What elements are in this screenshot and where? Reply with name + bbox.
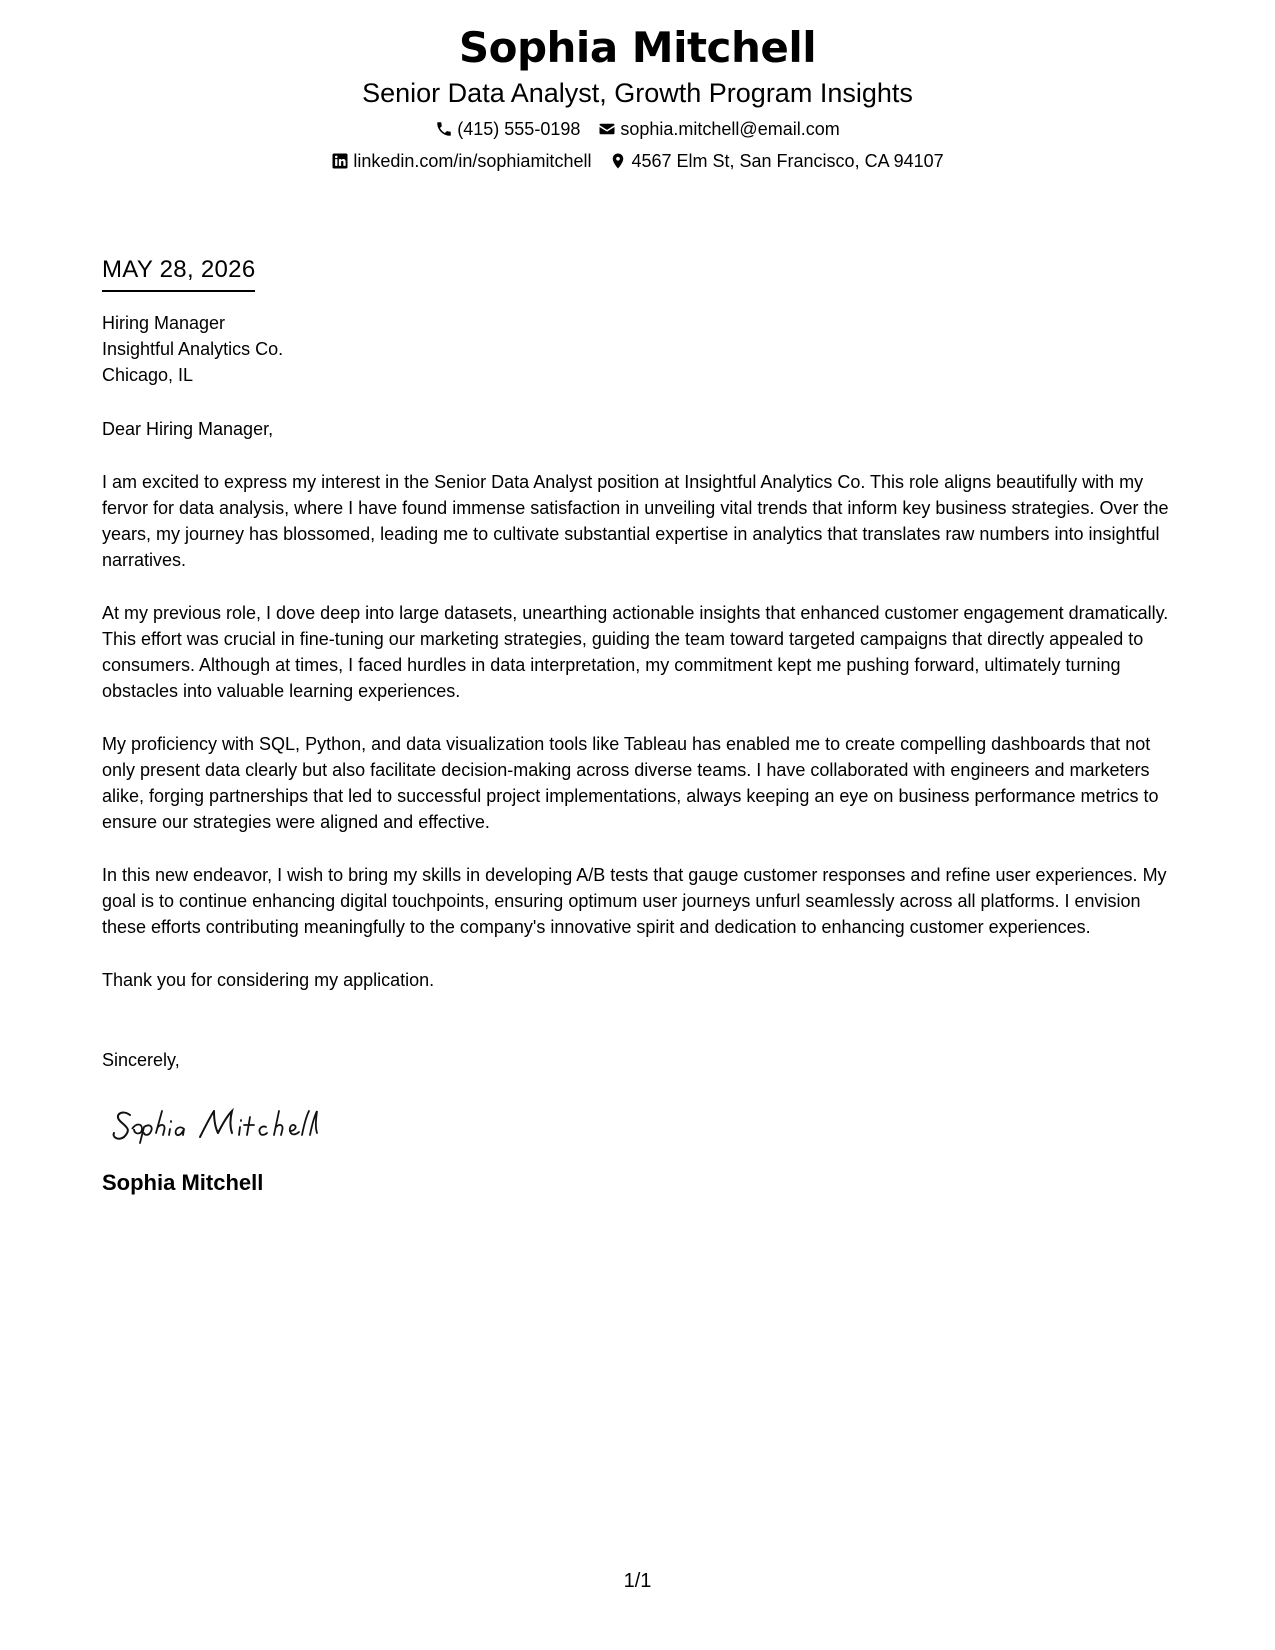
salutation: Dear Hiring Manager,: [102, 419, 274, 439]
recipient-line: Insightful Analytics Co.: [102, 339, 284, 359]
letter-date: MAY 28, 2026: [102, 254, 255, 292]
body-paragraph: Thank you for considering my application.: [102, 970, 435, 990]
closing: Sincerely,: [102, 1050, 180, 1070]
contact-phone: [435, 118, 580, 140]
contact-row-secondary: [0, 150, 1275, 172]
linkedin-text: linkedin.com/in/sophiamitchell: [353, 151, 592, 171]
map-pin-icon: [609, 152, 627, 170]
sender-title: Senior Data Analyst, Growth Program Insights: [362, 78, 913, 108]
recipient-line: Hiring Manager: [102, 313, 226, 333]
body-paragraph: At my previous role, I dove deep into large datasets, unearthing actionable insights that enhanced customer engagement dramatically. This effort was crucial in fine-tuning our marketing strategies, guiding the team toward targeted campaigns that directly appealed to consumers. Although at times, I faced hurdles in data interpretation, my commitment kept me pushing forward, ultimately turning obstacles into valuable learning experiences.: [102, 603, 1169, 701]
envelope-icon: [598, 120, 616, 138]
body-paragraph: My proficiency with SQL, Python, and data visualization tools like Tableau has enabled me to create compelling dashboards that not only present data clearly but also facilitate decision-making across diverse teams. I have collaborated with engineers and marketers alike, forging partnerships that led to successful project implementations, always keeping an eye on business performance metrics to ensure our strategies were aligned and effective.: [102, 734, 1159, 832]
letter-header: [0, 20, 1275, 172]
recipient-block: [102, 310, 1177, 388]
linkedin-icon: [331, 152, 349, 170]
contact-linkedin: [331, 150, 591, 172]
letter-body: [102, 254, 1177, 1197]
phone-icon: [435, 120, 453, 138]
contact-email: [598, 118, 839, 140]
recipient-line: Chicago, IL: [102, 365, 194, 385]
contact-row-primary: [0, 118, 1275, 140]
phone-text: (415) 555-0198: [457, 119, 581, 139]
page-number: 1/1: [623, 1570, 652, 1592]
address-text: 4567 Elm St, San Francisco, CA 94107: [631, 151, 944, 171]
sender-name: Sophia Mitchell: [458, 23, 817, 72]
body-paragraph: I am excited to express my interest in the Senior Data Analyst position at Insightful Analytics Co. This role aligns beautifully with my fervor for data analysis, where I have found immense satisfaction in unveiling vital trends that inform key business strategies. Over the years, my journey has blossomed, leading me to cultivate substantial expertise in analytics that translates raw numbers into insightful narratives.: [102, 472, 1169, 570]
signer-name: Sophia Mitchell: [102, 1170, 264, 1195]
body-paragraph: In this new endeavor, I wish to bring my skills in developing A/B tests that gauge customer responses and refine user experiences. My goal is to continue enhancing digital touchpoints, ensuring optimum user journeys unfurl seamlessly across all platforms. I envision these efforts contributing meaningfully to the company's innovative spirit and dedication to enhancing customer experiences.: [102, 865, 1167, 937]
email-text: sophia.mitchell@email.com: [620, 119, 840, 139]
handwritten-signature: [110, 1101, 350, 1145]
contact-address: [609, 150, 943, 172]
